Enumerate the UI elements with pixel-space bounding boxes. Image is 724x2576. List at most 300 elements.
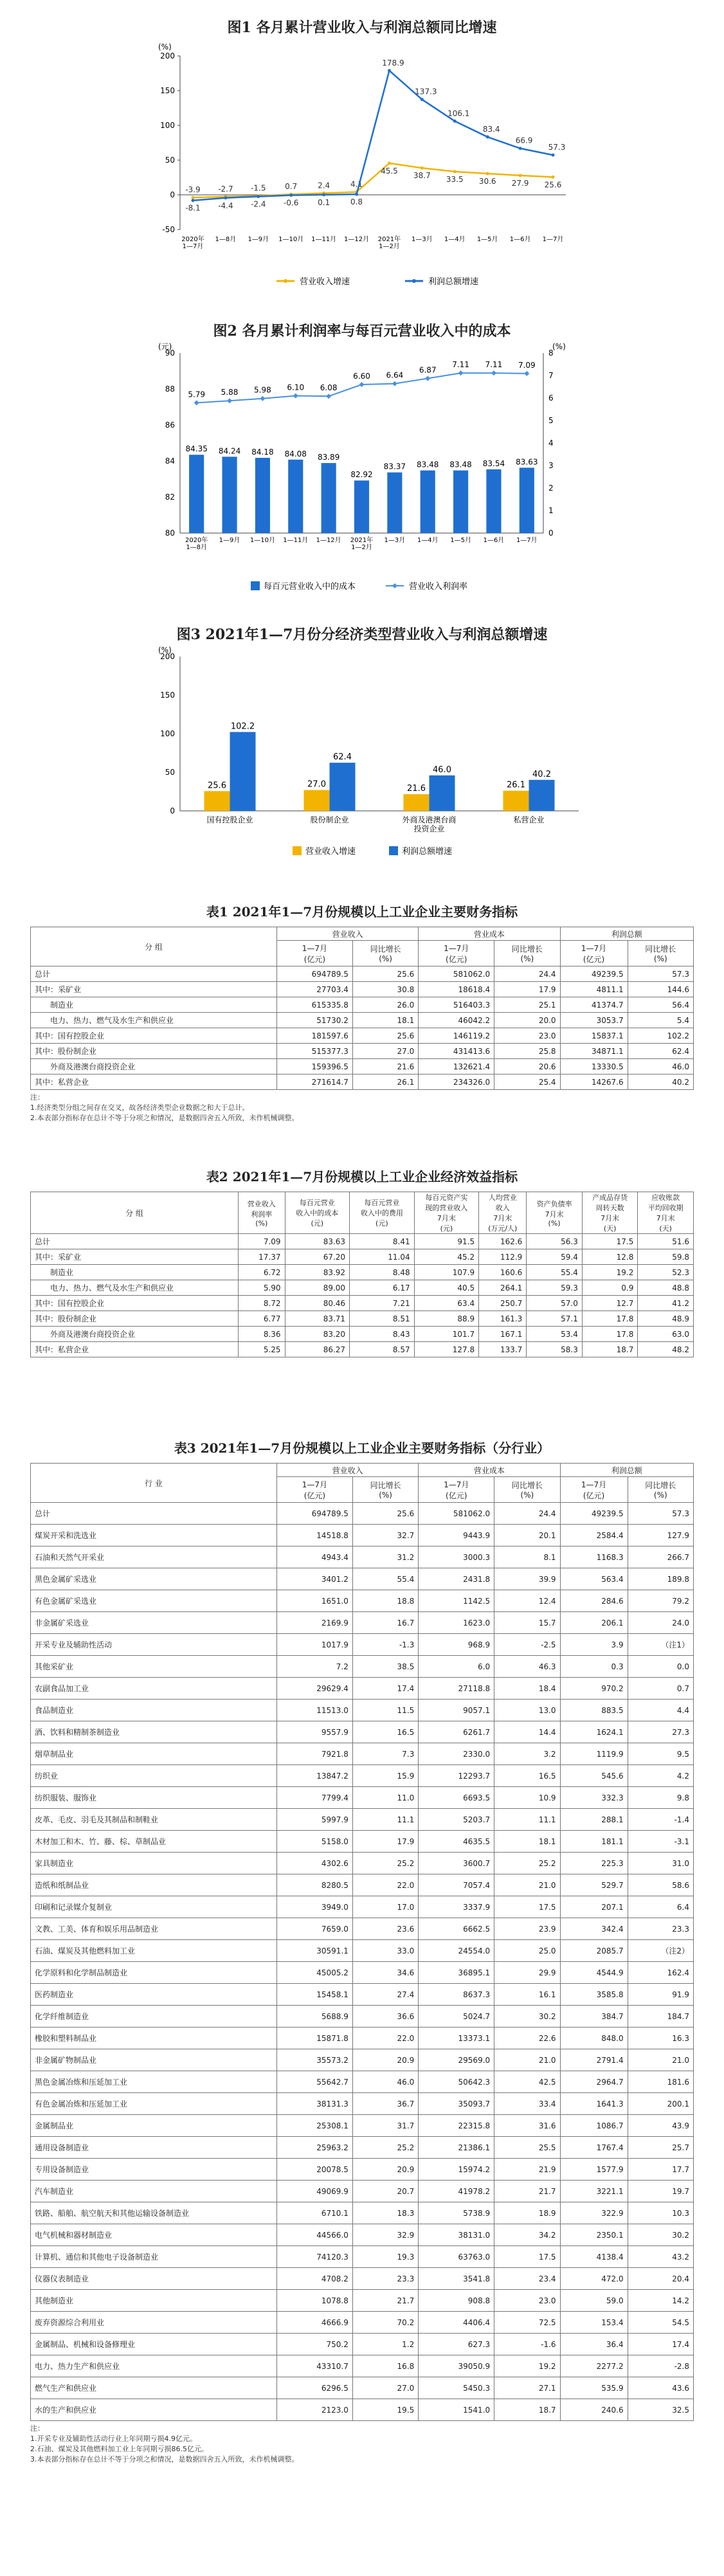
table-cell: 16.8 [352, 2355, 418, 2377]
y-left-tick-label: 80 [165, 529, 175, 538]
table-cell: 55.4 [527, 1265, 583, 1280]
table-cell: 271614.7 [277, 1075, 353, 1090]
bar-label: 84.18 [251, 447, 274, 457]
table-cell: 162.6 [479, 1234, 527, 1249]
row-label: 电力、热力生产和供应业 [31, 2355, 277, 2377]
bar-label: 27.0 [307, 779, 326, 790]
table-cell: 181.6 [628, 2071, 693, 2093]
table-cell: 46.0 [352, 2071, 418, 2093]
table-cell: 7.21 [350, 1296, 415, 1311]
table-row [31, 1962, 694, 1984]
table-row [31, 1311, 694, 1327]
data-label: 66.9 [515, 136, 533, 145]
table-cell: 6693.5 [419, 1787, 494, 1809]
table-row [31, 2202, 694, 2224]
table-cell: 43.9 [628, 2115, 693, 2137]
y-tick-label: 50 [165, 156, 175, 165]
data-point [425, 376, 430, 381]
table-cell: 26.1 [352, 1075, 418, 1090]
table-cell: 20.0 [494, 1013, 560, 1028]
table-cell: 16.5 [494, 1765, 560, 1787]
table-cell: 2085.7 [560, 1940, 628, 1962]
table-cell: 21.0 [494, 1874, 560, 1896]
table-cell: 22.0 [352, 1874, 418, 1896]
bar-label: 26.1 [507, 780, 525, 790]
table-1-header-cost: 营业成本 [419, 927, 560, 941]
y-unit: (%) [158, 646, 172, 655]
table-cell: 57.3 [628, 966, 693, 982]
table-cell: 41.2 [638, 1296, 694, 1311]
table-cell: 4.4 [628, 1700, 693, 1721]
table-3-group-header: 行 业 [31, 1464, 277, 1503]
table-row [31, 1787, 694, 1809]
legend-swatch [293, 846, 302, 855]
table-cell: 25.4 [494, 1075, 560, 1090]
x-tick-label: 外商及港澳台商 [402, 815, 457, 824]
table-3-subheader: 同比增长 (%) [628, 1477, 693, 1503]
table-cell: 240.6 [560, 2399, 628, 2421]
y-right-tick-label: 2 [548, 484, 554, 493]
table-cell: 11.04 [350, 1249, 415, 1265]
y-right-tick-label: 3 [548, 461, 554, 470]
table-cell: 18.1 [494, 1831, 560, 1853]
y-right-tick-label: 4 [548, 439, 554, 448]
table-cell: 184.7 [628, 2006, 693, 2027]
table-cell: 2350.1 [560, 2224, 628, 2246]
row-label: 电气机械和器材制造业 [31, 2224, 277, 2246]
table-cell: 2964.7 [560, 2071, 628, 2093]
table-cell: 22.0 [352, 2027, 418, 2049]
data-label: 6.87 [419, 365, 437, 375]
data-point [421, 98, 424, 101]
table-cell: 3337.9 [419, 1896, 494, 1918]
column-header-label: 应收账款 平均回收期 [647, 1193, 683, 1212]
x-tick-label: 2020年 [181, 236, 204, 243]
table-cell: 0.9 [582, 1280, 638, 1296]
table-2-column-header [582, 1192, 638, 1234]
table-1-header-profit: 利润总额 [560, 927, 693, 941]
x-tick-label: 2021年 [377, 236, 401, 243]
row-label: 煤炭开采和洗选业 [31, 1525, 277, 1547]
row-label: 水的生产和供应业 [31, 2399, 277, 2421]
table-cell: 8.72 [239, 1296, 285, 1311]
table-cell: 264.1 [479, 1280, 527, 1296]
table-cell: 1119.9 [560, 1743, 628, 1765]
table-cell: 63.0 [638, 1327, 694, 1342]
column-header-unit: 7月末 (天) [656, 1214, 675, 1233]
table-cell: 9443.9 [419, 1525, 494, 1547]
table-cell: 88.9 [414, 1311, 479, 1327]
table-cell: 13373.1 [419, 2027, 494, 2049]
table-row [31, 1765, 694, 1787]
table-cell: 21.7 [352, 2290, 418, 2312]
bar-label: 21.6 [407, 784, 426, 794]
table-row [31, 2268, 694, 2290]
table-cell: 4666.9 [277, 2312, 353, 2334]
table-cell: 15974.2 [419, 2159, 494, 2181]
table-cell: 23.0 [494, 2290, 560, 2312]
table-cell: 12.8 [582, 1249, 638, 1265]
data-label: 33.5 [446, 174, 464, 184]
table-cell: 56.4 [628, 997, 693, 1013]
table-cell: 43.6 [628, 2377, 693, 2399]
table-row [31, 997, 694, 1013]
table-cell: 19.7 [628, 2181, 693, 2202]
table-cell: 162.4 [628, 1962, 693, 1984]
table-cell: 67.20 [285, 1249, 350, 1265]
table-cell: 133.7 [479, 1342, 527, 1357]
table-cell: 43.2 [628, 2246, 693, 2268]
table-cell: 32.7 [352, 1525, 418, 1547]
table-cell: 25.1 [494, 997, 560, 1013]
column-header-unit: 7月末 (天) [601, 1214, 620, 1233]
table-cell: 16.1 [494, 1984, 560, 2006]
table-cell: 3.9 [560, 1634, 628, 1656]
table-cell: 1624.1 [560, 1721, 628, 1743]
table-1-notes [30, 1093, 694, 1123]
x-tick-label: 投资企业 [413, 824, 445, 833]
table-cell: 25.6 [352, 1503, 418, 1525]
row-label: 石油和天然气开采业 [31, 1547, 277, 1568]
table-cell: 19.2 [494, 2355, 560, 2377]
table-cell: 30.8 [352, 982, 418, 997]
table-cell: 48.8 [638, 1280, 694, 1296]
table-3-subheader: 1—7月 (亿元) [277, 1477, 353, 1503]
table-cell: 23.3 [352, 2268, 418, 2290]
y-right-tick-label: 8 [548, 349, 554, 358]
note-line: 2.石油、煤炭及其他燃料加工业上年同期亏损86.5亿元。 [30, 2445, 208, 2453]
data-label: 137.3 [415, 87, 437, 96]
column-header-label: 每百元营业 收入中的成本 [296, 1199, 339, 1217]
y-right-tick-label: 5 [548, 416, 554, 425]
table-cell: 26.0 [352, 997, 418, 1013]
row-label: 开采专业及辅助性活动 [31, 1634, 277, 1656]
data-point [192, 199, 195, 202]
table-cell: 266.7 [628, 1547, 693, 1568]
y-left-tick-label: 82 [165, 493, 175, 502]
table-cell: 21.6 [352, 1059, 418, 1075]
x-tick-label: 1—7月 [542, 236, 564, 243]
table-cell: 46.0 [628, 1059, 693, 1075]
table-cell: 45.2 [414, 1249, 479, 1265]
bar [189, 455, 204, 533]
x-tick-label: 1—2月 [379, 243, 400, 250]
table-cell: 472.0 [560, 2268, 628, 2290]
table-cell: 1142.5 [419, 1590, 494, 1612]
legend-swatch [251, 581, 260, 590]
data-label: 7.11 [485, 360, 503, 370]
data-point [322, 193, 325, 196]
x-tick-label: 1—6月 [509, 236, 531, 243]
table-cell: 250.7 [479, 1296, 527, 1311]
y-left-tick-label: 86 [165, 421, 175, 430]
table-cell: 59.8 [638, 1249, 694, 1265]
table-row [31, 1342, 694, 1357]
table-row [31, 1896, 694, 1918]
table-row [31, 1874, 694, 1896]
table-1-subheader: 同比增长 (%) [628, 941, 693, 966]
bar-label: 25.6 [208, 781, 226, 791]
table-cell: 23.6 [352, 1918, 418, 1940]
row-label: 其中：采矿业 [31, 1249, 239, 1265]
data-label: 5.98 [254, 385, 271, 395]
row-label: 橡胶和塑料制品业 [31, 2027, 277, 2049]
legend-label: 营业收入增速 [300, 277, 350, 287]
row-label: 有色金属矿采选业 [31, 1590, 277, 1612]
table-cell: 15.9 [352, 1765, 418, 1787]
table-cell: 38.5 [352, 1656, 418, 1678]
table-cell: 57.0 [527, 1296, 583, 1311]
bar-label: 84.08 [284, 449, 307, 458]
row-label: 文教、工美、体育和娱乐用品制造业 [31, 1918, 277, 1940]
table-row [31, 2334, 694, 2355]
data-point [519, 147, 522, 150]
table-cell: 284.6 [560, 1590, 628, 1612]
row-label: 专用设备制造业 [31, 2159, 277, 2181]
row-label: 农副食品加工业 [31, 1678, 277, 1700]
table-cell: 24.4 [494, 966, 560, 982]
table-cell: 59.4 [527, 1249, 583, 1265]
column-header-label: 产成品存货 周转天数 [592, 1193, 628, 1212]
data-label: 5.79 [188, 390, 206, 399]
table-row [31, 2355, 694, 2377]
table-cell: 12293.7 [419, 1765, 494, 1787]
table-row [31, 1059, 694, 1075]
table-cell: 6261.7 [419, 1721, 494, 1743]
table-cell: 101.7 [414, 1327, 479, 1342]
data-point [260, 396, 265, 401]
table-row [31, 1075, 694, 1090]
data-label: 2.4 [318, 181, 330, 190]
table-cell: 3221.1 [560, 2181, 628, 2202]
table-cell: 7659.0 [277, 1918, 353, 1940]
data-label: 5.88 [221, 388, 239, 397]
table-row [31, 1249, 694, 1265]
table-row [31, 1503, 694, 1525]
table-cell: 25.0 [494, 1940, 560, 1962]
table-cell: 30591.1 [277, 1940, 353, 1962]
data-point [293, 394, 298, 399]
table-cell: 563.4 [560, 1568, 628, 1590]
table-cell: 6.72 [239, 1265, 285, 1280]
table-cell: 5.90 [239, 1280, 285, 1296]
table-cell: 11.0 [352, 1787, 418, 1809]
row-label: 化学纤维制造业 [31, 2006, 277, 2027]
x-tick-label: 1—9月 [219, 537, 240, 544]
table-cell: 63.4 [414, 1296, 479, 1311]
table-row [31, 1525, 694, 1547]
data-label: -3.9 [185, 185, 201, 195]
table-cell: 40.2 [628, 1075, 693, 1090]
bar [404, 794, 430, 811]
y-left-unit: (元) [158, 342, 172, 351]
table-cell: 56.3 [527, 1234, 583, 1249]
table-cell: 529.7 [560, 1874, 628, 1896]
table-cell: 30.2 [494, 2006, 560, 2027]
table-cell: 15871.8 [277, 2027, 353, 2049]
x-tick-label: 1—7月 [516, 537, 538, 544]
table-cell: 4.2 [628, 1765, 693, 1787]
bar-label: 83.48 [417, 460, 439, 469]
table-cell: 35573.2 [277, 2049, 353, 2071]
x-tick-label: 1—8月 [186, 544, 208, 551]
table-cell: 581062.0 [419, 966, 494, 982]
table-row [31, 1265, 694, 1280]
row-label: 化学原料和化学制品制造业 [31, 1962, 277, 1984]
table-cell: 535.9 [560, 2377, 628, 2399]
table-cell: 3000.3 [419, 1547, 494, 1568]
table-3-section [0, 1425, 724, 2576]
data-label: 7.11 [452, 360, 469, 370]
table-cell: 1086.7 [560, 2115, 628, 2137]
data-label: 25.6 [544, 180, 562, 190]
table-cell: 21.0 [494, 2049, 560, 2071]
table-row [31, 1984, 694, 2006]
column-header-unit: 7月末 (元) [437, 1214, 456, 1233]
table-cell: 516403.3 [419, 997, 494, 1013]
y-left-tick-label: 90 [165, 349, 175, 358]
table-cell: -1.3 [352, 1634, 418, 1656]
row-label: 铁路、船舶、航空航天和其他运输设备制造业 [31, 2202, 277, 2224]
table-cell: 20078.5 [277, 2159, 353, 2181]
table-cell: 2169.9 [277, 1612, 353, 1634]
table-row [31, 2377, 694, 2399]
table-cell: 3053.7 [560, 1013, 628, 1028]
bar [321, 463, 336, 533]
table-cell: 20.6 [494, 1059, 560, 1075]
x-tick-label: 1—12月 [316, 537, 341, 544]
y-tick-label: 200 [160, 51, 175, 60]
table-cell: 54.5 [628, 2312, 693, 2334]
legend-label: 每百元营业收入中的成本 [264, 582, 356, 592]
table-cell: （注1） [628, 1634, 693, 1656]
table-cell: 14518.8 [277, 1525, 353, 1547]
table-row [31, 1296, 694, 1311]
table-cell: 7.09 [239, 1234, 285, 1249]
table-row [31, 1280, 694, 1296]
row-label: 印刷和记录媒介复制业 [31, 1896, 277, 1918]
table-cell: 17.37 [239, 1249, 285, 1265]
table-row [31, 1700, 694, 1721]
y-right-tick-label: 7 [548, 371, 554, 380]
table-cell: 21386.1 [419, 2137, 494, 2159]
figure-2-title: 图2 各月累计利润率与每百元营业收入中的成本 [213, 323, 511, 340]
x-tick-label: 1—5月 [476, 236, 498, 243]
table-cell: 31.0 [628, 1853, 693, 1874]
data-point [453, 170, 457, 173]
table-cell: 7799.4 [277, 1787, 353, 1809]
row-label: 木材加工和木、竹、藤、棕、草制品业 [31, 1831, 277, 1853]
table-cell: 31.2 [352, 1547, 418, 1568]
y-tick-label: 100 [160, 121, 175, 130]
data-point [289, 194, 293, 197]
table-cell: 181597.6 [277, 1028, 353, 1044]
column-header-unit: 7月末 (%) [545, 1210, 564, 1228]
column-header-unit: (元) [376, 1219, 388, 1228]
table-3-header-profit: 利润总额 [560, 1464, 693, 1477]
table-cell: 20.9 [352, 2159, 418, 2181]
data-point [224, 196, 227, 199]
table-cell: 8.57 [350, 1342, 415, 1357]
table-cell: 23.4 [494, 2268, 560, 2290]
table-row [31, 2006, 694, 2027]
table-cell: 189.8 [628, 1568, 693, 1590]
table-row [31, 2181, 694, 2202]
table-cell: 34.6 [352, 1962, 418, 1984]
table-cell: 22315.8 [419, 2115, 494, 2137]
table-cell: 39.9 [494, 1568, 560, 1590]
table-cell: 24.0 [628, 1612, 693, 1634]
table-cell: 8.43 [350, 1327, 415, 1342]
table-cell: 9057.1 [419, 1700, 494, 1721]
table-row [31, 2399, 694, 2421]
legend-swatch [389, 846, 398, 855]
row-label: 金属制品业 [31, 2115, 277, 2137]
x-tick-label: 股份制企业 [310, 815, 349, 824]
table-row [31, 1918, 694, 1940]
table-cell: 206.1 [560, 1612, 628, 1634]
data-point [524, 371, 529, 376]
table-cell: 8.1 [494, 1547, 560, 1568]
table-cell: 41978.2 [419, 2181, 494, 2202]
row-label: 总计 [31, 1503, 277, 1525]
table-cell: 27.3 [628, 1721, 693, 1743]
table-cell: 25.2 [352, 1853, 418, 1874]
data-label: 106.1 [448, 109, 470, 118]
table-cell: 30.2 [628, 2224, 693, 2246]
table-cell: 225.3 [560, 1853, 628, 1874]
table-cell: （注2） [628, 1940, 693, 1962]
table-cell: 27.0 [352, 2377, 418, 2399]
table-cell: 21.0 [628, 2049, 693, 2071]
row-label: 酒、饮料和精制茶制造业 [31, 1721, 277, 1743]
figure-2 [0, 302, 724, 604]
table-cell: 515377.3 [277, 1044, 353, 1059]
figure-1-title: 图1 各月累计营业收入与利润总额同比增速 [227, 19, 497, 36]
table-cell: 57.1 [527, 1311, 583, 1327]
column-header-label: 人均营业 收入 [488, 1193, 517, 1212]
table-cell: 32.5 [628, 2399, 693, 2421]
table-cell: 25.6 [352, 966, 418, 982]
data-label: -4.4 [218, 201, 233, 210]
table-cell: 53.4 [527, 1327, 583, 1342]
table-3-header-revenue: 营业收入 [277, 1464, 419, 1477]
table-cell: 342.4 [560, 1918, 628, 1940]
table-1 [30, 927, 694, 1090]
table-cell: 83.92 [285, 1265, 350, 1280]
table-cell: 288.1 [560, 1809, 628, 1831]
table-cell: 19.5 [352, 2399, 418, 2421]
row-label: 有色金属冶炼和压延加工业 [31, 2093, 277, 2115]
table-cell: 13847.2 [277, 1765, 353, 1787]
table-3-subheader: 同比增长 (%) [352, 1477, 418, 1503]
table-cell: 57.3 [628, 1503, 693, 1525]
data-point [359, 382, 365, 387]
table-row [31, 1853, 694, 1874]
table-cell: 63763.0 [419, 2246, 494, 2268]
table-cell: 48.2 [638, 1342, 694, 1357]
data-label: 45.5 [381, 166, 398, 176]
row-label: 其他采矿业 [31, 1656, 277, 1678]
data-point [486, 172, 489, 175]
note-line: 注： [30, 2424, 44, 2433]
x-tick-label: 1—3月 [411, 236, 433, 243]
data-label: 6.10 [287, 383, 305, 392]
x-tick-label: 2021年 [350, 537, 374, 544]
note-line: 注： [30, 1093, 44, 1102]
row-label: 其中：股份制企业 [31, 1311, 239, 1327]
table-cell: 5.4 [628, 1013, 693, 1028]
